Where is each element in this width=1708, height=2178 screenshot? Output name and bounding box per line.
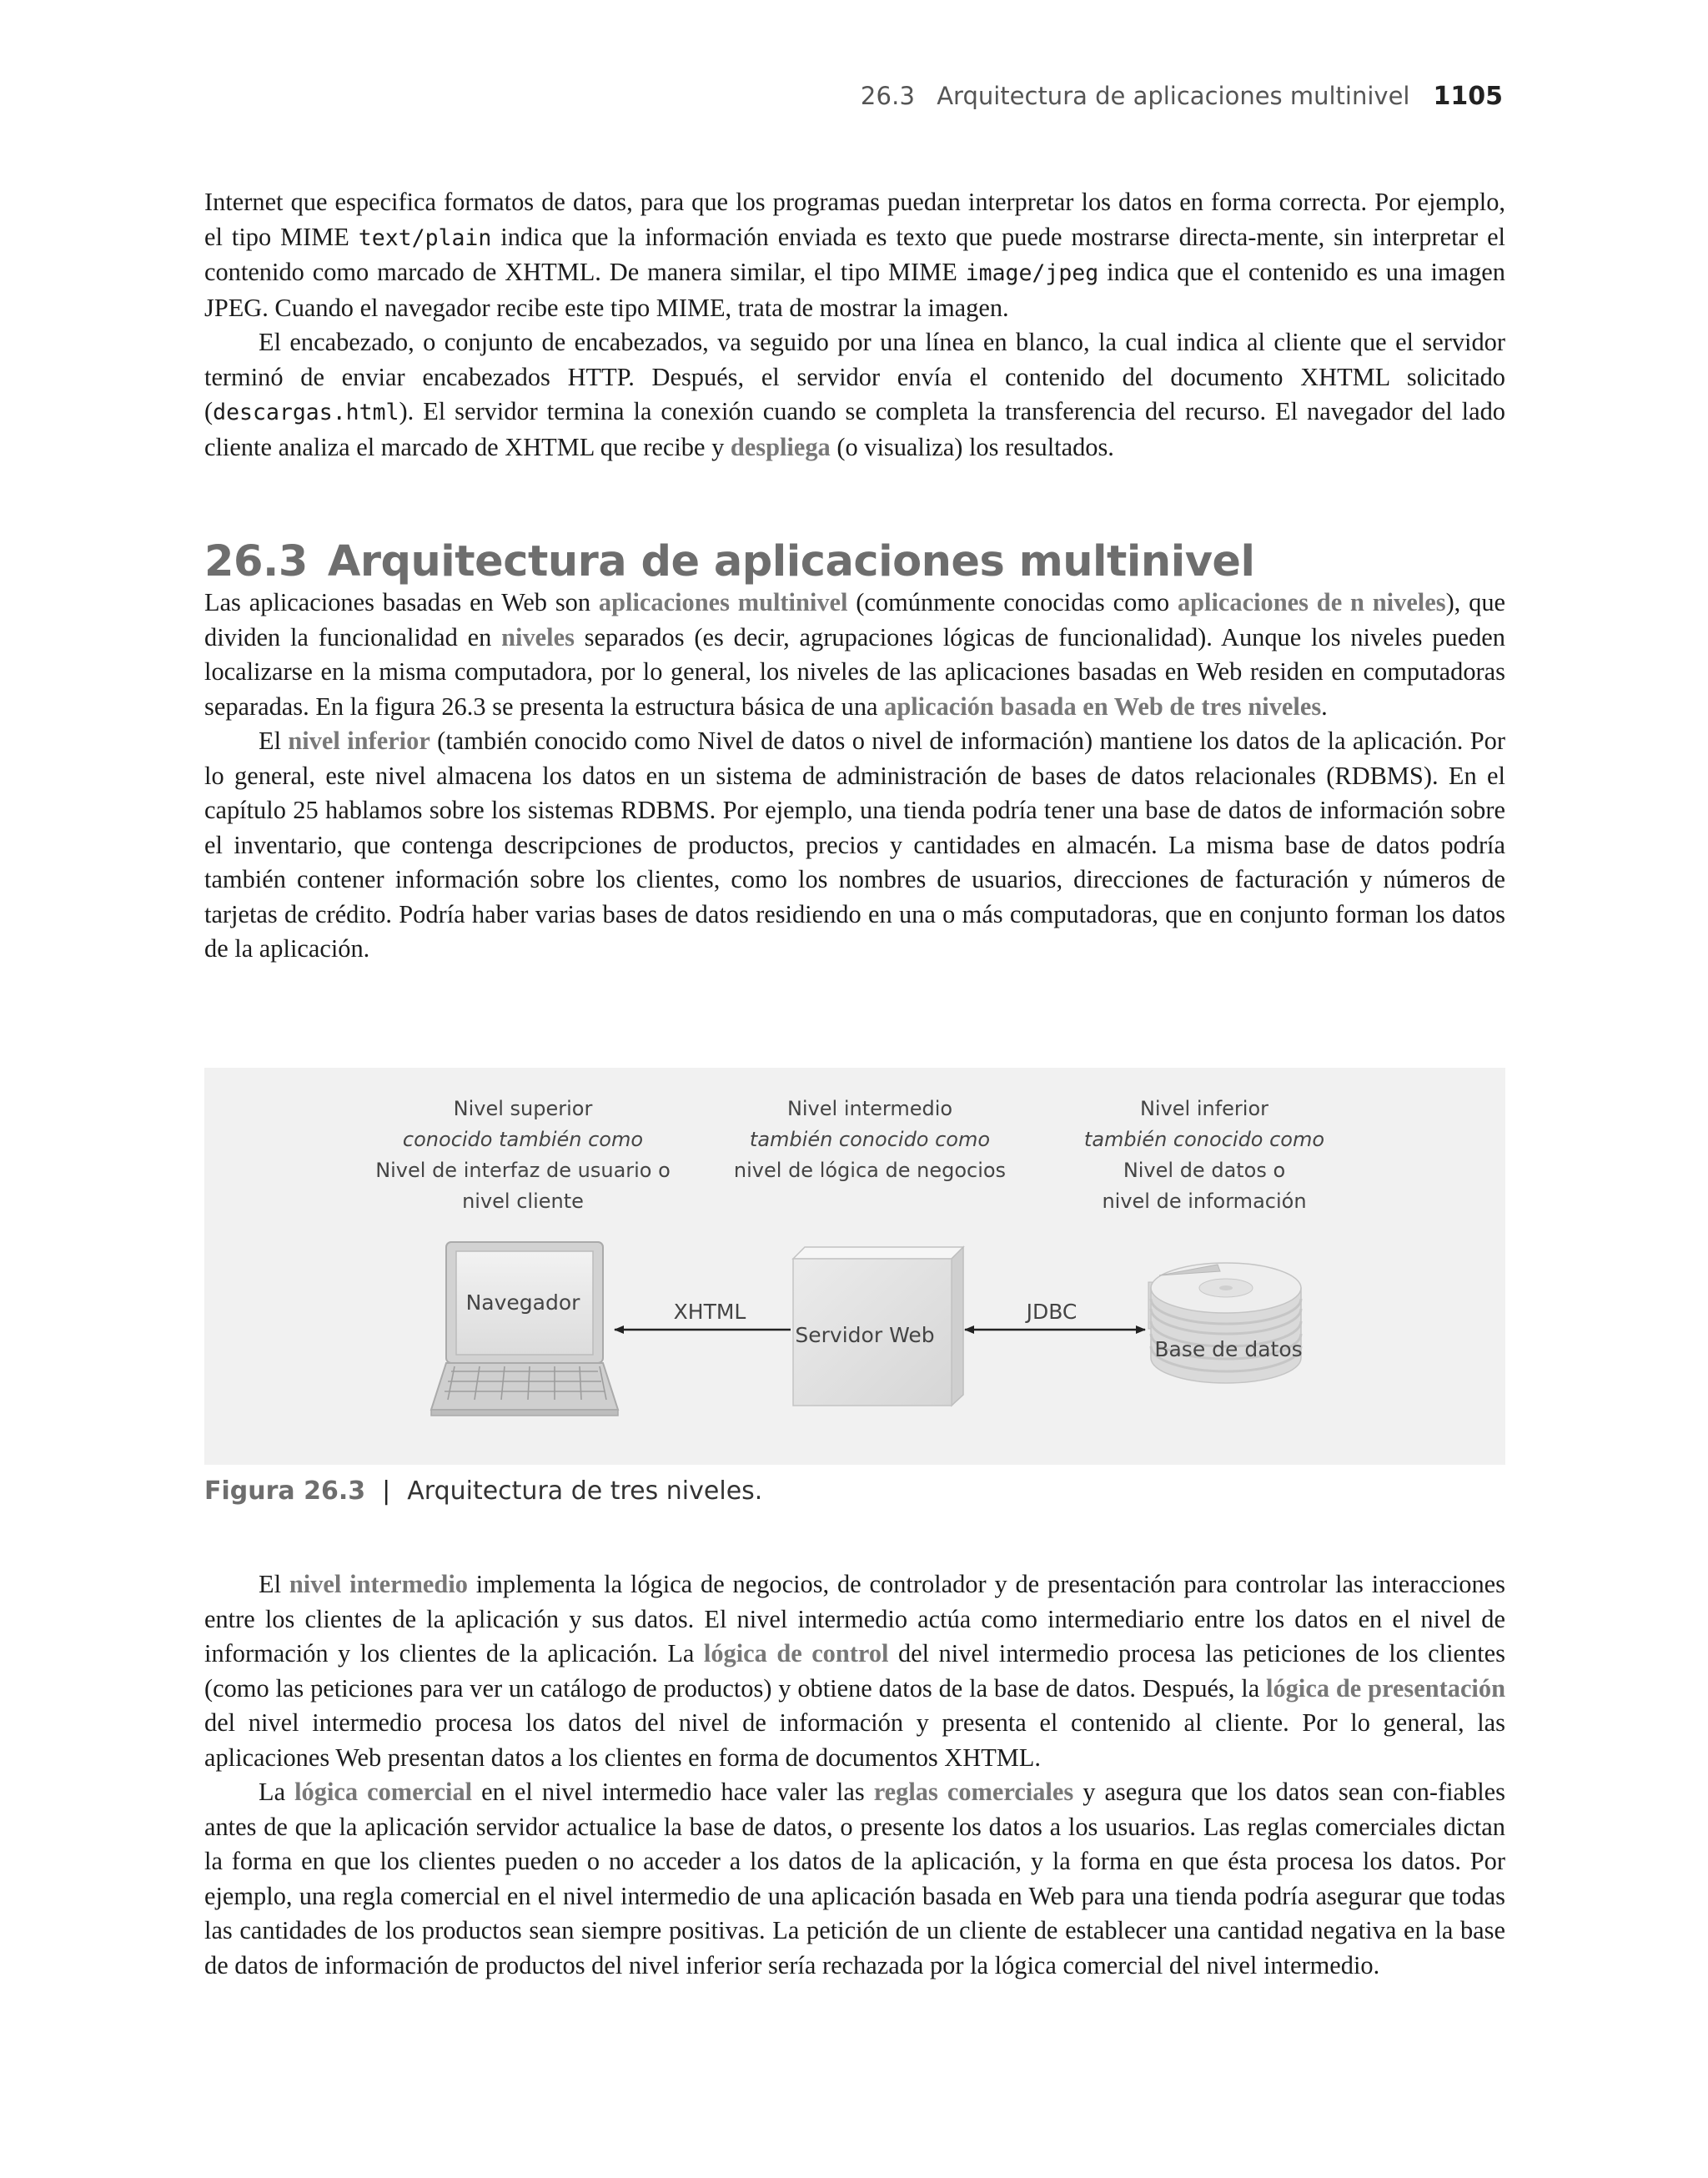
diagram-svg	[204, 1068, 1505, 1465]
xhtml-arrow-label: XHTML	[673, 1300, 746, 1324]
paragraph-bottom-tier	[204, 724, 1505, 967]
section-title: Arquitectura de aplicaciones multinivel	[327, 537, 1255, 586]
server-label: Servidor Web	[795, 1323, 935, 1347]
tier-bottom-line3: Nivel de datos o	[1123, 1159, 1286, 1182]
paragraph-headers	[204, 325, 1505, 465]
tier-bottom-line2: también conocido como	[1083, 1128, 1325, 1151]
text-run: y asegura que los datos sean con-fiables antes de que la aplicación servidor actualice la base de datos, o presente los datos a los usuarios. Las reglas comerciales dictan la forma en que los clientes pueden o no acceder a los datos de la aplicación, y la forma en que ésta procesa los datos. Por ejemplo, una regla comercial en el nivel intermedio de una aplicación basada en Web para una tienda podría asegurar que todas las cantidades de los productos sean siempre positivas. La petición de un cliente de establecer una cantidad negativa en la base de datos de información de productos del nivel inferior sería rechazada por la lógica comercial del nivel intermedio.	[204, 1778, 1505, 1979]
database-label: Base de datos	[1154, 1337, 1303, 1361]
figure-three-tier-diagram	[204, 1068, 1505, 1465]
keyword-reglas-comerciales: reglas comerciales	[873, 1778, 1074, 1806]
paragraph-business-logic	[204, 1775, 1505, 1983]
tier-top-line4: nivel cliente	[462, 1190, 584, 1213]
text-run: (comúnmente conocidas como	[847, 588, 1178, 616]
tier-bottom-line1: Nivel inferior	[1139, 1097, 1269, 1120]
tier-middle-line1: Nivel intermedio	[786, 1097, 953, 1120]
running-head-title: Arquitectura de aplicaciones multinivel	[937, 82, 1410, 110]
tier-top-line3: Nivel de interfaz de usuario o	[375, 1159, 671, 1182]
text-run: (también conocido como Nivel de datos o nivel de información) mantiene los datos de la aplicación. Por lo general, este nivel almacena los datos en un sistema de administración de bases de datos relacionales (RDBMS). En el capítulo 25 hablamos sobre los sistemas RDBMS. Por ejemplo, una tienda podría tener una base de datos de información sobre el inventario, que contenga descripciones de productos, precios y cantidades en almacén. La misma base de datos podría también contener información sobre los clientes, como los nombres de usuarios, direcciones de facturación y números de tarjetas de crédito. Podría haber varias bases de datos residiendo en una o más computadoras, que en conjunto forman los datos de la aplicación.	[204, 727, 1505, 963]
keyword-nivel-intermedio: nivel intermedio	[289, 1570, 468, 1598]
tier-middle-line2: también conocido como	[749, 1128, 991, 1151]
text-run: en el nivel intermedio hace valer las	[472, 1778, 874, 1806]
text-run: (o visualiza) los resultados.	[830, 432, 1114, 461]
browser-label: Navegador	[465, 1290, 580, 1315]
text-run: .	[1321, 692, 1328, 721]
keyword-tres-niveles: aplicación basada en Web de tres niveles	[884, 692, 1322, 721]
keyword-logica-comercial: lógica comercial	[294, 1778, 473, 1806]
keyword-logica-de-presentacion: lógica de presentación	[1266, 1673, 1505, 1703]
tier-top-line2: conocido también como	[402, 1128, 644, 1151]
text-run: El encabezado, o conjunto de encabezados, va seguido por una línea en blanco, la cual indica al cliente que el servidor terminó de enviar encabezados HTTP. Después, el servidor envía el contenido del documento XHTML solicitado (	[204, 328, 1505, 425]
tier-middle-line3: nivel de lógica de negocios	[733, 1159, 1007, 1182]
text-run: Las aplicaciones basadas en Web son	[204, 588, 599, 616]
code-mime-image-jpeg: image/jpeg	[965, 260, 1099, 286]
text-run: del nivel intermedio procesa las peticiones de los clientes (como las peticiones para ver un catálogo de productos) y obtiene datos de la base de datos. Después, la	[204, 1639, 1505, 1703]
text-run: ), que dividen la funcionalidad en	[204, 588, 1505, 651]
code-descargas-html: descargas.html	[213, 400, 399, 425]
jdbc-arrow-label: JDBC	[1026, 1300, 1078, 1324]
caption-label: Figura 26.3	[204, 1476, 366, 1506]
keyword-nivel-inferior: nivel inferior	[288, 727, 430, 755]
section-number: 26.3	[204, 537, 308, 586]
caption-text: Arquitectura de tres niveles.	[407, 1476, 763, 1506]
section-heading	[204, 537, 1255, 586]
bottom-text-block	[204, 1567, 1505, 1983]
paragraph-multitier-intro	[204, 586, 1505, 724]
running-head	[861, 82, 1503, 111]
top-text-block	[204, 185, 1505, 465]
paragraph-middle-tier	[204, 1567, 1505, 1775]
keyword-despliega: despliega	[730, 432, 831, 461]
keyword-aplicaciones-n-niveles: aplicaciones de n niveles	[1177, 588, 1446, 616]
database-icon	[1148, 1263, 1301, 1383]
text-run: separados (es decir, agrupaciones lógicas de funcionalidad). Aunque los niveles pueden localizarse en la misma computadora, por lo general, los niveles de las aplicaciones basadas en Web residen en computadoras separadas. En la figura 26.3 se presenta la estructura básica de una	[204, 622, 1505, 721]
laptop-icon	[431, 1242, 618, 1416]
text-run: implementa la lógica de negocios, de controlador y de presentación para controlar las interacciones entre los clientes de la aplicación y sus datos. El nivel intermedio actúa como intermediario entre los datos en el nivel de información y los clientes de la aplicación. La	[204, 1570, 1505, 1667]
text-run: del nivel intermedio procesa los datos del nivel de información y presenta el contenido al cliente. Por lo general, las aplicaciones Web presentan datos a los clientes en forma de documentos XHTML.	[204, 1708, 1505, 1772]
figure-caption	[204, 1476, 762, 1506]
section-text-block	[204, 586, 1505, 967]
tier-top-line1: Nivel superior	[453, 1097, 593, 1120]
text-run: La	[259, 1778, 295, 1806]
text-run: indica que la información enviada es texto que puede mostrarse directa-mente, sin interpretar el contenido como marcado de XHTML. De manera similar, el tipo MIME	[204, 222, 1506, 286]
page-number: 1105	[1433, 82, 1503, 111]
keyword-aplicaciones-multinivel: aplicaciones multinivel	[598, 588, 848, 616]
text-run: indica que el contenido es una imagen JPEG. Cuando el navegador recibe este tipo MIME, trata de mostrar la imagen.	[204, 258, 1505, 322]
text-run: Internet que especifica formatos de datos, para que los programas puedan interpretar los datos en forma correcta. Por ejemplo, el tipo MIME	[204, 188, 1505, 251]
caption-separator: |	[382, 1476, 391, 1506]
tier-bottom-line4: nivel de información	[1102, 1190, 1307, 1213]
code-mime-text-plain: text/plain	[358, 224, 492, 251]
text-run: El	[259, 1570, 289, 1598]
running-head-section-number: 26.3	[860, 82, 916, 110]
text-run: El	[259, 727, 289, 755]
keyword-niveles: niveles	[501, 622, 575, 651]
paragraph-mime-types	[204, 185, 1505, 325]
text-run: ). El servidor termina la conexión cuando se completa la transferencia del recurso. El navegador del lado cliente analiza el marcado de XHTML que recibe y	[204, 397, 1505, 461]
keyword-logica-de-control: lógica de control	[703, 1639, 889, 1667]
